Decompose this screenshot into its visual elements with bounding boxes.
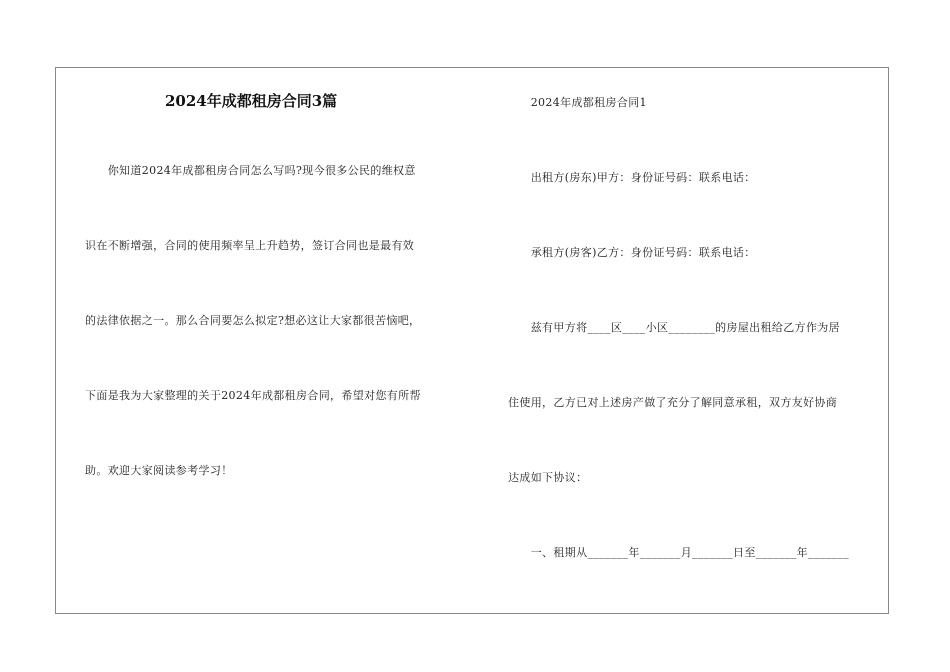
lessee-line: 承租方(房客)乙方：身份证号码：联系电话： — [508, 246, 756, 259]
lessor-line: 出租方(房东)甲方：身份证号码：联系电话： — [508, 171, 756, 184]
property-line-2: 住使用，乙方已对上述房产做了充分了解同意承租，双方友好协商 — [508, 396, 838, 409]
document-title: 2024年成都租房合同3篇 — [165, 92, 338, 110]
lease-term-line: 一、租期从_______年_______月_______日至_______年_______ — [508, 546, 849, 559]
intro-line-4: 下面是我为大家整理的关于2024年成都租房合同，希望对您有所帮 — [85, 389, 421, 402]
document-page — [55, 67, 889, 614]
property-line-1: 兹有甲方将____区____小区________的房屋出租给乙方作为居 — [508, 321, 840, 334]
intro-line-2: 识在不断增强，合同的使用频率呈上升趋势，签订合同也是最有效 — [85, 239, 415, 252]
contract-heading: 2024年成都租房合同1 — [508, 96, 647, 109]
intro-line-1: 你知道2024年成都租房合同怎么写吗?现今很多公民的维权意 — [85, 164, 416, 177]
intro-line-3: 的法律依据之一。那么合同要怎么拟定?想必这让大家都很苦恼吧， — [85, 314, 421, 327]
intro-line-5: 助。欢迎大家阅读参考学习！ — [85, 464, 233, 477]
agreement-line: 达成如下协议： — [508, 471, 588, 484]
